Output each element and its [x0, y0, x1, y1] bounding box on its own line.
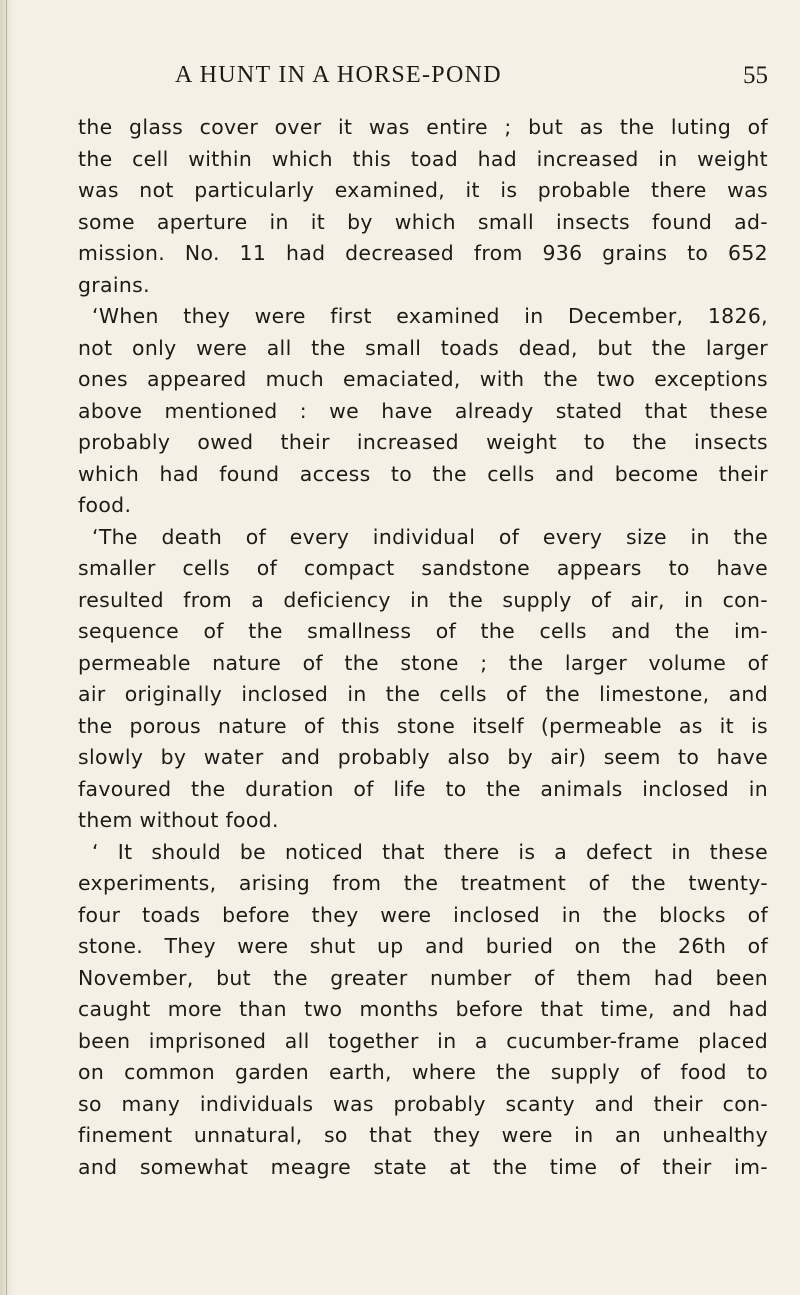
text-line: four toads before they were inclosed in the blocks of: [78, 902, 768, 927]
text-line: the porous nature of this stone itself (permeable as it is: [78, 713, 768, 738]
text-line: them without food.: [78, 808, 279, 832]
text-line: so many individuals was probably scanty and their con-: [78, 1091, 768, 1116]
text-line: on common garden earth, where the supply of food to: [78, 1060, 768, 1084]
text-line: ‘The death of every individual of every size in the: [92, 524, 768, 549]
text-line: some aperture in it by which small insects found ad-: [78, 209, 768, 234]
text-line: caught more than two months before that time, and had: [78, 997, 768, 1021]
text-line: smaller cells of compact sandstone appears to have: [78, 556, 768, 580]
text-line: which had found access to the cells and become their: [78, 461, 768, 486]
body-text: [78, 112, 768, 1183]
text-line: grains.: [78, 272, 150, 297]
text-line: ‘When they were first examined in December, 1826,: [92, 304, 768, 328]
text-line: food.: [78, 493, 132, 517]
text-line: November, but the greater number of them had been: [78, 965, 768, 990]
text-line: the glass cover over it was entire ; but as the luting of: [78, 115, 768, 139]
running-head: [78, 62, 768, 98]
text-line: above mentioned : we have already stated that these: [78, 398, 768, 423]
text-line: air originally inclosed in the cells of the limestone, and: [78, 682, 768, 706]
page-number: 55: [743, 62, 768, 89]
text-line: not only were all the small toads dead, but the larger: [78, 335, 768, 360]
running-head-title: A HUNT IN A HORSE-POND: [175, 62, 502, 88]
text-line: resulted from a deficiency in the supply of air, in con-: [78, 587, 768, 612]
text-line: ones appeared much emaciated, with the two exceptions: [78, 367, 768, 391]
text-line: experiments, arising from the treatment of the twenty-: [78, 871, 768, 895]
text-line: the cell within which this toad had increased in weight: [78, 146, 768, 171]
text-line: slowly by water and probably also by air) seem to have: [78, 745, 768, 769]
text-line: stone. They were shut up and buried on the 26th of: [78, 934, 768, 958]
text-line: sequence of the smallness of the cells and the im-: [78, 619, 768, 643]
text-line: favoured the duration of life to the animals inclosed in: [78, 776, 768, 801]
text-line: and somewhat meagre state at the time of their im-: [78, 1154, 768, 1179]
text-line: been imprisoned all together in a cucumber-frame placed: [78, 1028, 768, 1053]
text-line: probably owed their increased weight to the insects: [78, 430, 768, 454]
text-line: mission. No. 11 had decreased from 936 grains to 652: [78, 241, 768, 265]
text-line: was not particularly examined, it is probable there was: [78, 178, 768, 202]
text-line: permeable nature of the stone ; the larger volume of: [78, 650, 768, 675]
text-line: ‘ It should be noticed that there is a defect in these: [92, 839, 768, 864]
text-line: finement unnatural, so that they were in an unhealthy: [78, 1123, 768, 1147]
page-binding-edge: [0, 0, 14, 1295]
